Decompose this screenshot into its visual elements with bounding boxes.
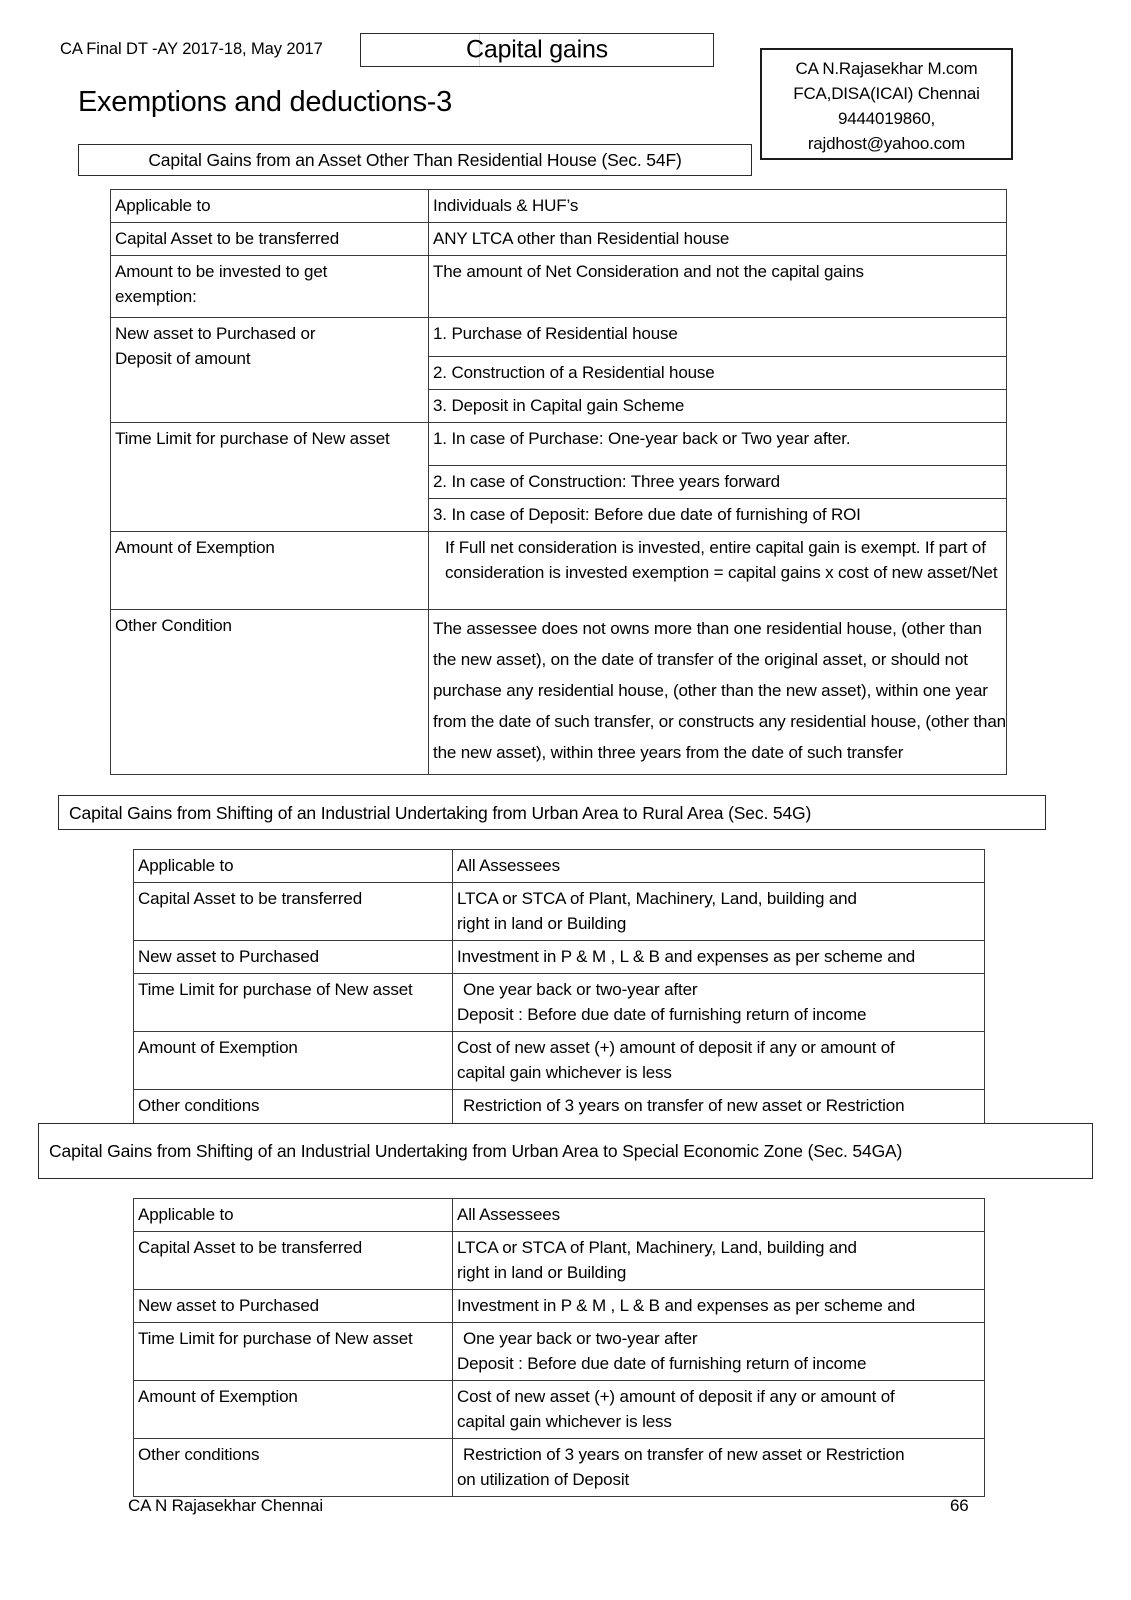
row-label-asset-transferred: Capital Asset to be transferred — [134, 1232, 453, 1290]
row-value-applicable-to: All Assessees — [453, 850, 985, 883]
table-row — [111, 190, 1007, 223]
section-banner-54ga-label: Capital Gains from Shifting of an Industrial Undertaking from Urban Area to Special Economic Zone (Sec. 54GA) — [49, 1141, 903, 1161]
row-label-time-limit: Time Limit for purchase of New asset — [134, 974, 453, 1032]
table-row — [111, 318, 1007, 357]
row-value-amount-exemption-line1: Cost of new asset (+) amount of deposit if any or amount of — [457, 1038, 895, 1057]
row-label-asset-transferred: Capital Asset to be transferred — [111, 223, 429, 256]
author-email: rajdhost@yahoo.com — [807, 134, 966, 153]
row-label-other-conditions: Other conditions — [134, 1090, 453, 1148]
table-row — [134, 1381, 985, 1439]
row-value-other-conditions-line2: on utilization of Deposit — [457, 1470, 630, 1489]
section-banner-54g — [58, 795, 1046, 830]
row-label-new-asset-line2: Deposit of amount — [115, 349, 251, 368]
row-value-new-asset: Investment in P & M , L & B and expenses as per scheme and — [453, 1290, 985, 1323]
row-label-new-asset: New asset to Purchased — [134, 1290, 453, 1323]
row-value-applicable-to: Individuals & HUF’s — [429, 190, 1007, 223]
row-label-new-asset: New asset to Purchased — [134, 941, 453, 974]
row-value-amount-exemption-line2: capital gain whichever is less — [457, 1412, 672, 1431]
course-meta-label: CA Final DT -AY 2017-18, May 2017 — [60, 40, 323, 58]
row-value-other-condition: The assessee does not owns more than one residential house, (other than the new asset), on the date of transfer of the original asset, or should not purchase any residential house, (other than the new asset), within one year from the date of such transfer, or constructs any residential house, (other than the new asset), within three years from the date of such transfer — [429, 610, 1007, 775]
row-value-asset-transferred-line2: right in land or Building — [457, 1263, 627, 1282]
row-label-applicable-to: Applicable to — [111, 190, 429, 223]
row-value-time-limit-1: 1. In case of Purchase: One-year back or Two year after. — [429, 423, 1007, 466]
row-value-amount-invested: The amount of Net Consideration and not the capital gains — [429, 256, 1007, 318]
row-value-time-limit-line2: Deposit : Before due date of furnishing return of income — [457, 1005, 867, 1024]
row-value-new-asset-1: 1. Purchase of Residential house — [429, 318, 1007, 357]
row-value-time-limit-line1: One year back or two-year after — [463, 980, 698, 999]
row-value-new-asset: Investment in P & M , L & B and expenses as per scheme and — [453, 941, 985, 974]
row-value-applicable-to: All Assessees — [453, 1199, 985, 1232]
page-subtitle: Exemptions and deductions-3 — [78, 86, 452, 118]
section-banner-54f — [78, 144, 752, 176]
row-value-other-conditions-line1: Restriction of 3 years on transfer of new asset or Restriction — [463, 1445, 905, 1464]
author-qualifications: FCA,DISA(ICAI) Chennai — [793, 84, 980, 103]
row-label-amount-invested-line1: Amount to be invested to get — [115, 262, 328, 281]
row-label-amount-invested — [111, 256, 429, 318]
table-row — [134, 1032, 985, 1090]
row-label-amount-exemption: Amount of Exemption — [134, 1381, 453, 1439]
row-label-other-condition: Other Condition — [111, 610, 429, 775]
row-value-asset-transferred — [453, 883, 985, 941]
table-row — [134, 1199, 985, 1232]
table-row — [134, 1323, 985, 1381]
row-value-other-conditions — [453, 1439, 985, 1497]
row-label-applicable-to: Applicable to — [134, 850, 453, 883]
section-banner-54f-label: Capital Gains from an Asset Other Than Residential House (Sec. 54F) — [148, 150, 682, 170]
row-value-amount-exemption-line1: Cost of new asset (+) amount of deposit if any or amount of — [457, 1387, 895, 1406]
row-value-amount-exemption: If Full net consideration is invested, entire capital gain is exempt. If part of consideration is invested exemption = capital gains x cost of new asset/Net — [429, 532, 1007, 610]
footer-author: CA N Rajasekhar Chennai — [128, 1496, 323, 1515]
row-value-new-asset-3: 3. Deposit in Capital gain Scheme — [429, 390, 1007, 423]
table-54ga — [133, 1198, 985, 1497]
row-value-time-limit — [453, 974, 985, 1032]
row-value-amount-exemption-line2: capital gain whichever is less — [457, 1063, 672, 1082]
row-value-asset-transferred-line1: LTCA or STCA of Plant, Machinery, Land, building and — [457, 889, 857, 908]
page-title: Capital gains — [466, 35, 608, 64]
table-row — [111, 256, 1007, 318]
author-phone: 9444019860, — [837, 109, 936, 128]
row-label-applicable-to: Applicable to — [134, 1199, 453, 1232]
table-row — [134, 941, 985, 974]
row-label-other-conditions: Other conditions — [134, 1439, 453, 1497]
row-value-time-limit-line1: One year back or two-year after — [463, 1329, 698, 1348]
table-row — [111, 223, 1007, 256]
row-label-new-asset — [111, 318, 429, 423]
row-label-amount-exemption: Amount of Exemption — [111, 532, 429, 610]
table-row — [134, 1439, 985, 1497]
row-value-asset-transferred — [453, 1232, 985, 1290]
page-title-box — [360, 33, 714, 67]
row-label-amount-invested-line2: exemption: — [115, 287, 197, 306]
author-name: CA N.Rajasekhar M.com — [795, 59, 978, 78]
row-value-time-limit — [453, 1323, 985, 1381]
section-banner-54ga — [38, 1123, 1093, 1179]
row-label-time-limit: Time Limit for purchase of New asset — [134, 1323, 453, 1381]
table-54g — [133, 849, 985, 1148]
row-label-asset-transferred: Capital Asset to be transferred — [134, 883, 453, 941]
table-row — [134, 883, 985, 941]
row-value-amount-exemption — [453, 1381, 985, 1439]
row-value-asset-transferred-line1: LTCA or STCA of Plant, Machinery, Land, building and — [457, 1238, 857, 1257]
row-value-asset-transferred-line2: right in land or Building — [457, 914, 627, 933]
row-value-asset-transferred: ANY LTCA other than Residential house — [429, 223, 1007, 256]
row-value-time-limit-2: 2. In case of Construction: Three years forward — [429, 466, 1007, 499]
row-label-new-asset-line1: New asset to Purchased or — [115, 324, 316, 343]
section-banner-54g-label: Capital Gains from Shifting of an Industrial Undertaking from Urban Area to Rural Area (Sec. 54G) — [69, 802, 812, 823]
row-value-time-limit-3: 3. In case of Deposit: Before due date of furnishing of ROI — [429, 499, 1007, 532]
row-value-amount-exemption — [453, 1032, 985, 1090]
table-row — [134, 850, 985, 883]
row-label-time-limit: Time Limit for purchase of New asset — [111, 423, 429, 532]
row-value-other-conditions-line1: Restriction of 3 years on transfer of new asset or Restriction — [463, 1096, 905, 1115]
table-row — [111, 423, 1007, 466]
row-value-new-asset-2: 2. Construction of a Residential house — [429, 357, 1007, 390]
table-row — [134, 1232, 985, 1290]
row-value-time-limit-line2: Deposit : Before due date of furnishing return of income — [457, 1354, 867, 1373]
table-row — [111, 610, 1007, 775]
table-54f — [110, 189, 1007, 775]
author-contact-box — [760, 48, 1013, 160]
table-row — [134, 1290, 985, 1323]
table-row — [134, 974, 985, 1032]
footer-page-number: 66 — [950, 1496, 969, 1515]
row-label-amount-exemption: Amount of Exemption — [134, 1032, 453, 1090]
table-row — [111, 532, 1007, 610]
